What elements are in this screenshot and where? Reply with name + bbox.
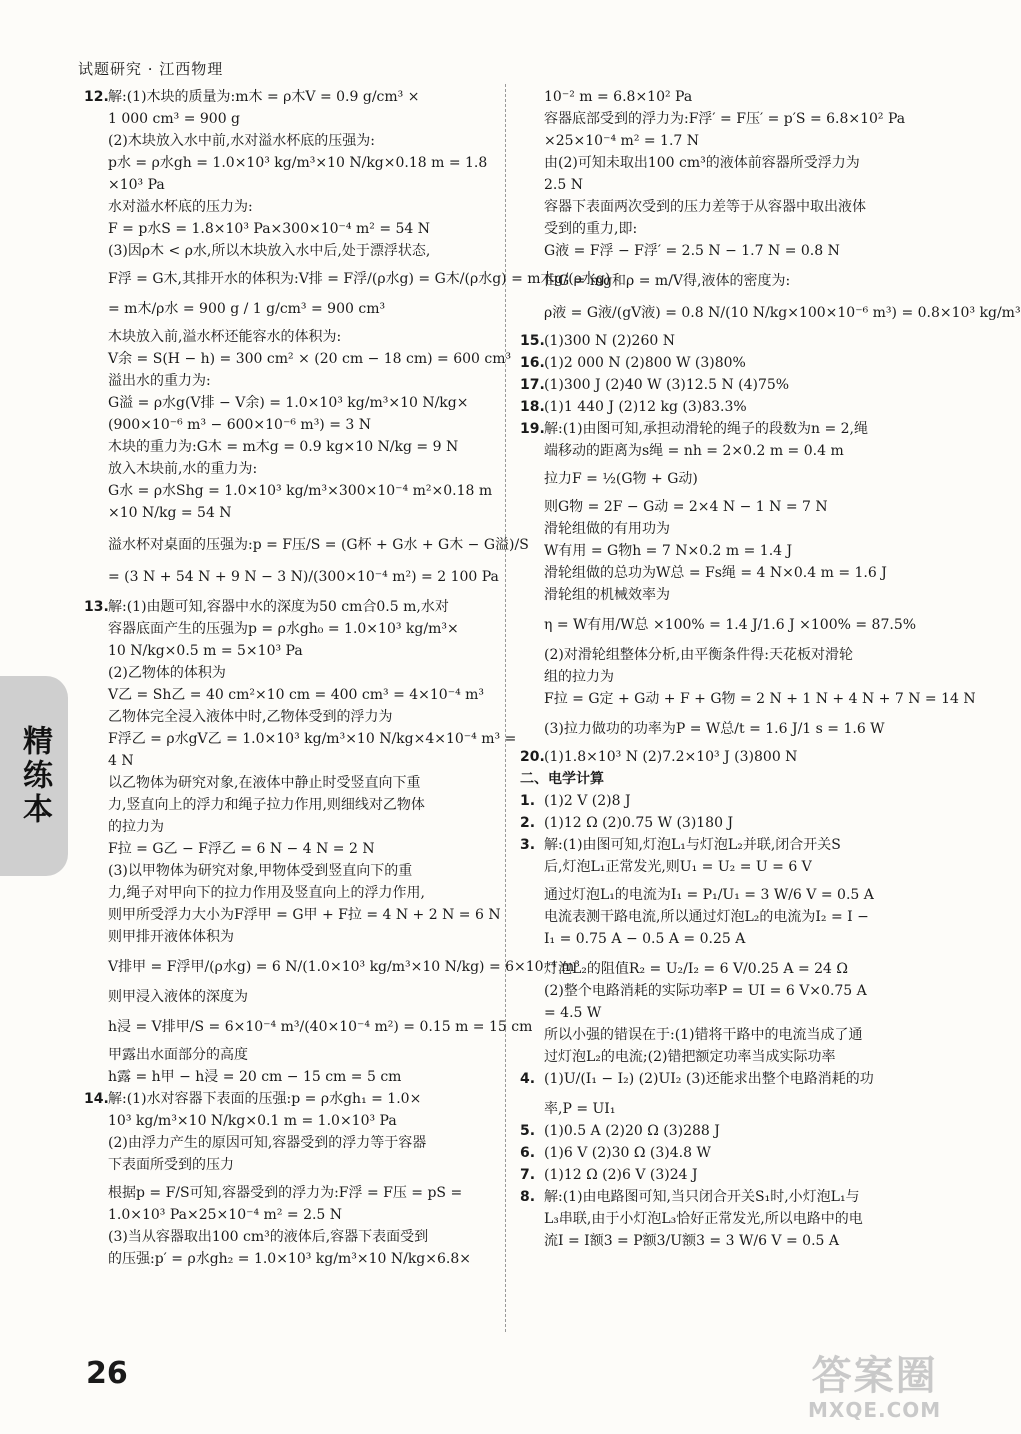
answer-text: 解:(1)水对容器下表面的压强:p = ρ水gh₁ = 1.0× xyxy=(108,1091,422,1107)
answer-line: ×10 N/kg = 54 N xyxy=(108,505,232,521)
question-number: 2. xyxy=(520,815,536,831)
answer-line: 的拉力为 xyxy=(108,819,164,835)
answer-line: 力,绳子对甲向下的拉力作用及竖直向上的浮力作用, xyxy=(108,885,425,901)
answer-line: 后,灯泡L₁正常发光,则U₁ = U₂ = U = 6 V xyxy=(544,859,812,875)
answer-text: (1)300 N (2)260 N xyxy=(544,333,675,349)
question-number: 8. xyxy=(520,1189,536,1205)
question-number: 6. xyxy=(520,1145,536,1161)
answer-line: (2)整个电路消耗的实际功率P = UI = 6 V×0.75 A xyxy=(544,983,867,999)
question-line xyxy=(520,834,940,856)
question-number: 13. xyxy=(84,599,109,615)
question-line xyxy=(84,596,492,618)
answer-line: 木块放入前,溢水杯还能容水的体积为: xyxy=(108,329,342,345)
answer-line: V余 = S(H − h) = 300 cm² × (20 cm − 18 cm) = 600 cm³ xyxy=(108,351,512,367)
answer-line: 拉力F = ½(G物 + G动) xyxy=(544,471,698,487)
answer-text: 解:(1)由图可知,承担动滑轮的绳子的段数为n = 2,绳 xyxy=(544,421,869,437)
answer-line: (2)由浮力产生的原因可知,容器受到的浮力等于容器 xyxy=(108,1135,427,1151)
question-line xyxy=(520,1120,940,1142)
answer-line: 4 N xyxy=(108,753,134,769)
question-number: 20. xyxy=(520,749,545,765)
answer-line: 下表面所受到的压力 xyxy=(108,1157,234,1173)
answer-line: 组的拉力为 xyxy=(544,669,614,685)
side-tab-label: 精练本 xyxy=(17,725,52,827)
answer-line: 溢出水的重力为: xyxy=(108,373,211,389)
answer-line: 溢水杯对桌面的压强为:p = F压/S = (G杯 + G水 + G木 − G溢)/S xyxy=(108,537,529,553)
question-number: 3. xyxy=(520,837,536,853)
question-line xyxy=(520,1186,940,1208)
answer-line: 的压强:p′ = ρ水gh₂ = 1.0×10³ kg/m³×10 N/kg×6.8× xyxy=(108,1251,471,1267)
answer-line: ρ液 = G液/(gV液) = 0.8 N/(10 N/kg×100×10⁻⁶ m³) = 0.8×10³ kg/m³ xyxy=(544,305,1021,321)
answer-line: V乙 = Sh乙 = 40 cm²×10 cm = 400 cm³ = 4×10⁻⁴ m³ xyxy=(108,687,485,703)
answer-line: ×10³ Pa xyxy=(108,177,165,193)
answer-line: G水 = ρ水Shg = 1.0×10³ kg/m³×300×10⁻⁴ m²×0.18 m xyxy=(108,483,493,499)
answer-line: h浸 = V排甲/S = 6×10⁻⁴ m³/(40×10⁻⁴ m²) = 0.15 m = 15 cm xyxy=(108,1019,533,1035)
answer-text: (1)12 Ω (2)0.75 W (3)180 J xyxy=(544,815,734,831)
answer-line: G液 = F浮 − F浮′ = 2.5 N − 1.7 N = 0.8 N xyxy=(544,243,840,259)
answer-line: (3)因ρ木 < ρ水,所以木块放入水中后,处于漂浮状态, xyxy=(108,243,431,259)
answer-line: 甲露出水面部分的高度 xyxy=(108,1047,248,1063)
watermark-text: 答案圈 xyxy=(811,1353,938,1399)
question-line xyxy=(520,396,940,418)
answer-line: 由G = mg和ρ = m/V得,液体的密度为: xyxy=(544,273,791,289)
watermark-url: MXQE.COM xyxy=(808,1398,942,1422)
question-line xyxy=(520,746,940,768)
answer-line: = (3 N + 54 N + 9 N − 3 N)/(300×10⁻⁴ m²) = 2 100 Pa xyxy=(108,569,499,585)
answer-line: L₃串联,由于小灯泡L₃恰好正常发光,所以电路中的电 xyxy=(544,1211,863,1227)
answer-line: 流I = I额3 = P额3/U额3 = 3 W/6 V = 0.5 A xyxy=(544,1233,839,1249)
answer-line: (2)木块放入水中前,水对溢水杯底的压强为: xyxy=(108,133,375,149)
answer-line: 乙物体完全浸入液体中时,乙物体受到的浮力为 xyxy=(108,709,393,725)
page-number: 26 xyxy=(86,1356,128,1391)
answer-text: (1)1.8×10³ N (2)7.2×10³ J (3)800 N xyxy=(544,749,798,765)
question-number: 14. xyxy=(84,1091,109,1107)
answer-line: V排甲 = F浮甲/(ρ水g) = 6 N/(1.0×10³ kg/m³×10 N/kg) = 6×10⁻⁴ m³ xyxy=(108,959,580,975)
question-number: 15. xyxy=(520,333,545,349)
answer-line: 通过灯泡L₁的电流为I₁ = P₁/U₁ = 3 W/6 V = 0.5 A xyxy=(544,887,874,903)
answer-line: h露 = h甲 − h浸 = 20 cm − 15 cm = 5 cm xyxy=(108,1069,402,1085)
answer-line: 10³ kg/m³×10 N/kg×0.1 m = 1.0×10³ Pa xyxy=(108,1113,397,1129)
answer-line: (900×10⁻⁶ m³ − 600×10⁻⁶ m³) = 3 N xyxy=(108,417,372,433)
answer-line: 过灯泡L₂的电流;(2)错把额定功率当成实际功率 xyxy=(544,1049,836,1065)
answer-line: F拉 = G定 + G动 + F + G物 = 2 N + 1 N + 4 N + 7 N = 14 N xyxy=(544,691,976,707)
answer-line: (3)以甲物体为研究对象,甲物体受到竖直向下的重 xyxy=(108,863,413,879)
answer-line: G溢 = ρ水g(V排 − V余) = 1.0×10³ kg/m³×10 N/kg× xyxy=(108,395,469,411)
answer-line: 容器下表面两次受到的压力差等于从容器中取出液体 xyxy=(544,199,866,215)
answer-line: 滑轮组做的总功为W总 = Fs绳 = 4 N×0.4 m = 1.6 J xyxy=(544,565,887,581)
answer-line: (3)拉力做功的功率为P = W总/t = 1.6 J/1 s = 1.6 W xyxy=(544,721,885,737)
answer-line: 10⁻² m = 6.8×10² Pa xyxy=(544,89,693,105)
answer-line: I₁ = 0.75 A − 0.5 A = 0.25 A xyxy=(544,931,746,947)
answer-line: F浮乙 = ρ水gV乙 = 1.0×10³ kg/m³×10 N/kg×4×10⁻⁴ m³ = xyxy=(108,731,517,747)
answer-line: 滑轮组的机械效率为 xyxy=(544,587,670,603)
answer-line: (2)乙物体的体积为 xyxy=(108,665,226,681)
question-line xyxy=(520,374,940,396)
answer-line: 水对溢水杯底的压力为: xyxy=(108,199,253,215)
answer-line: 则G物 = 2F − G动 = 2×4 N − 1 N = 7 N xyxy=(544,499,828,515)
side-tab xyxy=(0,676,68,876)
question-number: 17. xyxy=(520,377,545,393)
question-line xyxy=(520,352,940,374)
answer-line: η = W有用/W总 ×100% = 1.4 J/1.6 J ×100% = 87.5% xyxy=(544,617,917,633)
answer-line: 灯泡L₂的阻值R₂ = U₂/I₂ = 6 V/0.25 A = 24 Ω xyxy=(544,961,849,977)
answer-text: (1)6 V (2)30 Ω (3)4.8 W xyxy=(544,1145,711,1161)
answer-line: 1 000 cm³ = 900 g xyxy=(108,111,241,127)
answer-line: = m木/ρ水 = 900 g / 1 g/cm³ = 900 cm³ xyxy=(108,301,386,317)
answer-line: 则甲所受浮力大小为F浮甲 = G甲 + F拉 = 4 N + 2 N = 6 N xyxy=(108,907,501,923)
answer-line: 则甲排开液体体积为 xyxy=(108,929,234,945)
answer-line: 端移动的距离为s绳 = nh = 2×0.2 m = 0.4 m xyxy=(544,443,844,459)
answer-line: 容器底部受到的浮力为:F浮′ = F压′ = p′S = 6.8×10² Pa xyxy=(544,111,906,127)
question-line xyxy=(520,418,940,440)
answer-line: (2)对滑轮组整体分析,由平衡条件得:天花板对滑轮 xyxy=(544,647,853,663)
watermark-logo xyxy=(808,1354,941,1422)
question-number: 12. xyxy=(84,89,109,105)
answer-line: 力,竖直向上的浮力和绳子拉力作用,则细线对乙物体 xyxy=(108,797,425,813)
answer-line: F浮 = G木,其排开水的体积为:V排 = F浮/(ρ水g) = G木/(ρ水g) = m木g/(ρ水g) xyxy=(108,271,611,287)
answer-line: F = p水S = 1.8×10³ Pa×300×10⁻⁴ m² = 54 N xyxy=(108,221,431,237)
answer-line: W有用 = G物h = 7 N×0.2 m = 1.4 J xyxy=(544,543,793,559)
question-line xyxy=(84,86,492,108)
answer-line: F拉 = G乙 − F浮乙 = 6 N − 4 N = 2 N xyxy=(108,841,375,857)
answer-line: = 4.5 W xyxy=(544,1005,602,1021)
question-line xyxy=(520,1164,940,1186)
section-heading: 二、电学计算 xyxy=(520,771,604,787)
question-number: 16. xyxy=(520,355,545,371)
answer-text: 解:(1)由电路图可知,当只闭合开关S₁时,小灯泡L₁与 xyxy=(544,1189,860,1205)
question-line xyxy=(520,1068,940,1090)
answer-line: (3)当从容器取出100 cm³的液体后,容器下表面受到 xyxy=(108,1229,429,1245)
answer-text: (1)300 J (2)40 W (3)12.5 N (4)75% xyxy=(544,377,790,393)
answer-line: 容器底面产生的压强为p = ρ水gh₀ = 1.0×10³ kg/m³× xyxy=(108,621,459,637)
question-number: 5. xyxy=(520,1123,536,1139)
answer-line: 10 N/kg×0.5 m = 5×10³ Pa xyxy=(108,643,303,659)
answer-line: 以乙物体为研究对象,在液体中静止时受竖直向下重 xyxy=(108,775,421,791)
answer-text: (1)0.5 A (2)20 Ω (3)288 J xyxy=(544,1123,720,1139)
question-number: 7. xyxy=(520,1167,536,1183)
question-number: 19. xyxy=(520,421,545,437)
right-column xyxy=(520,86,1021,1252)
question-line xyxy=(520,812,940,834)
running-header: 试题研究 · 江西物理 xyxy=(78,60,224,78)
answer-text: (1)12 Ω (2)6 V (3)24 J xyxy=(544,1167,698,1183)
answer-text: 解:(1)由题可知,容器中水的深度为50 cm合0.5 m,水对 xyxy=(108,599,449,615)
question-line xyxy=(84,1088,492,1110)
question-line xyxy=(520,1142,940,1164)
answer-line: 1.0×10³ Pa×25×10⁻⁴ m² = 2.5 N xyxy=(108,1207,343,1223)
answer-line: 电流表测干路电流,所以通过灯泡L₂的电流为I₂ = I − xyxy=(544,909,869,925)
answer-line: 根据p = F/S可知,容器受到的浮力为:F浮 = F压 = pS = xyxy=(108,1185,463,1201)
answer-text: (1)2 V (2)8 J xyxy=(544,793,631,809)
answer-text: (1)2 000 N (2)800 W (3)80% xyxy=(544,355,746,371)
answer-text: (1)1 440 J (2)12 kg (3)83.3% xyxy=(544,399,747,415)
answer-line: 滑轮组做的有用功为 xyxy=(544,521,670,537)
answer-line: 木块的重力为:G木 = m木g = 0.9 kg×10 N/kg = 9 N xyxy=(108,439,459,455)
answer-line: ×25×10⁻⁴ m² = 1.7 N xyxy=(544,133,700,149)
answer-text: 解:(1)木块的质量为:m木 = ρ木V = 0.9 g/cm³ × xyxy=(108,89,420,105)
answer-line: 放入木块前,水的重力为: xyxy=(108,461,258,477)
answer-line: 则甲浸入液体的深度为 xyxy=(108,989,248,1005)
answer-line: 所以小强的错误在于:(1)错将干路中的电流当成了通 xyxy=(544,1027,863,1043)
answer-line: p水 = ρ水gh = 1.0×10³ kg/m³×10 N/kg×0.18 m = 1.8 xyxy=(108,155,488,171)
question-line xyxy=(520,790,940,812)
question-number: 1. xyxy=(520,793,536,809)
answer-line: 2.5 N xyxy=(544,177,583,193)
answer-line: 由(2)可知未取出100 cm³的液体前容器所受浮力为 xyxy=(544,155,860,171)
question-number: 18. xyxy=(520,399,545,415)
answer-text: (1)U/(I₁ − I₂) (2)UI₂ (3)还能求出整个电路消耗的功 xyxy=(544,1071,874,1087)
question-number: 4. xyxy=(520,1071,536,1087)
question-line xyxy=(520,330,940,352)
answer-line: 率,P = UI₁ xyxy=(544,1101,616,1117)
answer-text: 解:(1)由图可知,灯泡L₁与灯泡L₂并联,闭合开关S xyxy=(544,837,841,853)
answer-line: 受到的重力,即: xyxy=(544,221,638,237)
